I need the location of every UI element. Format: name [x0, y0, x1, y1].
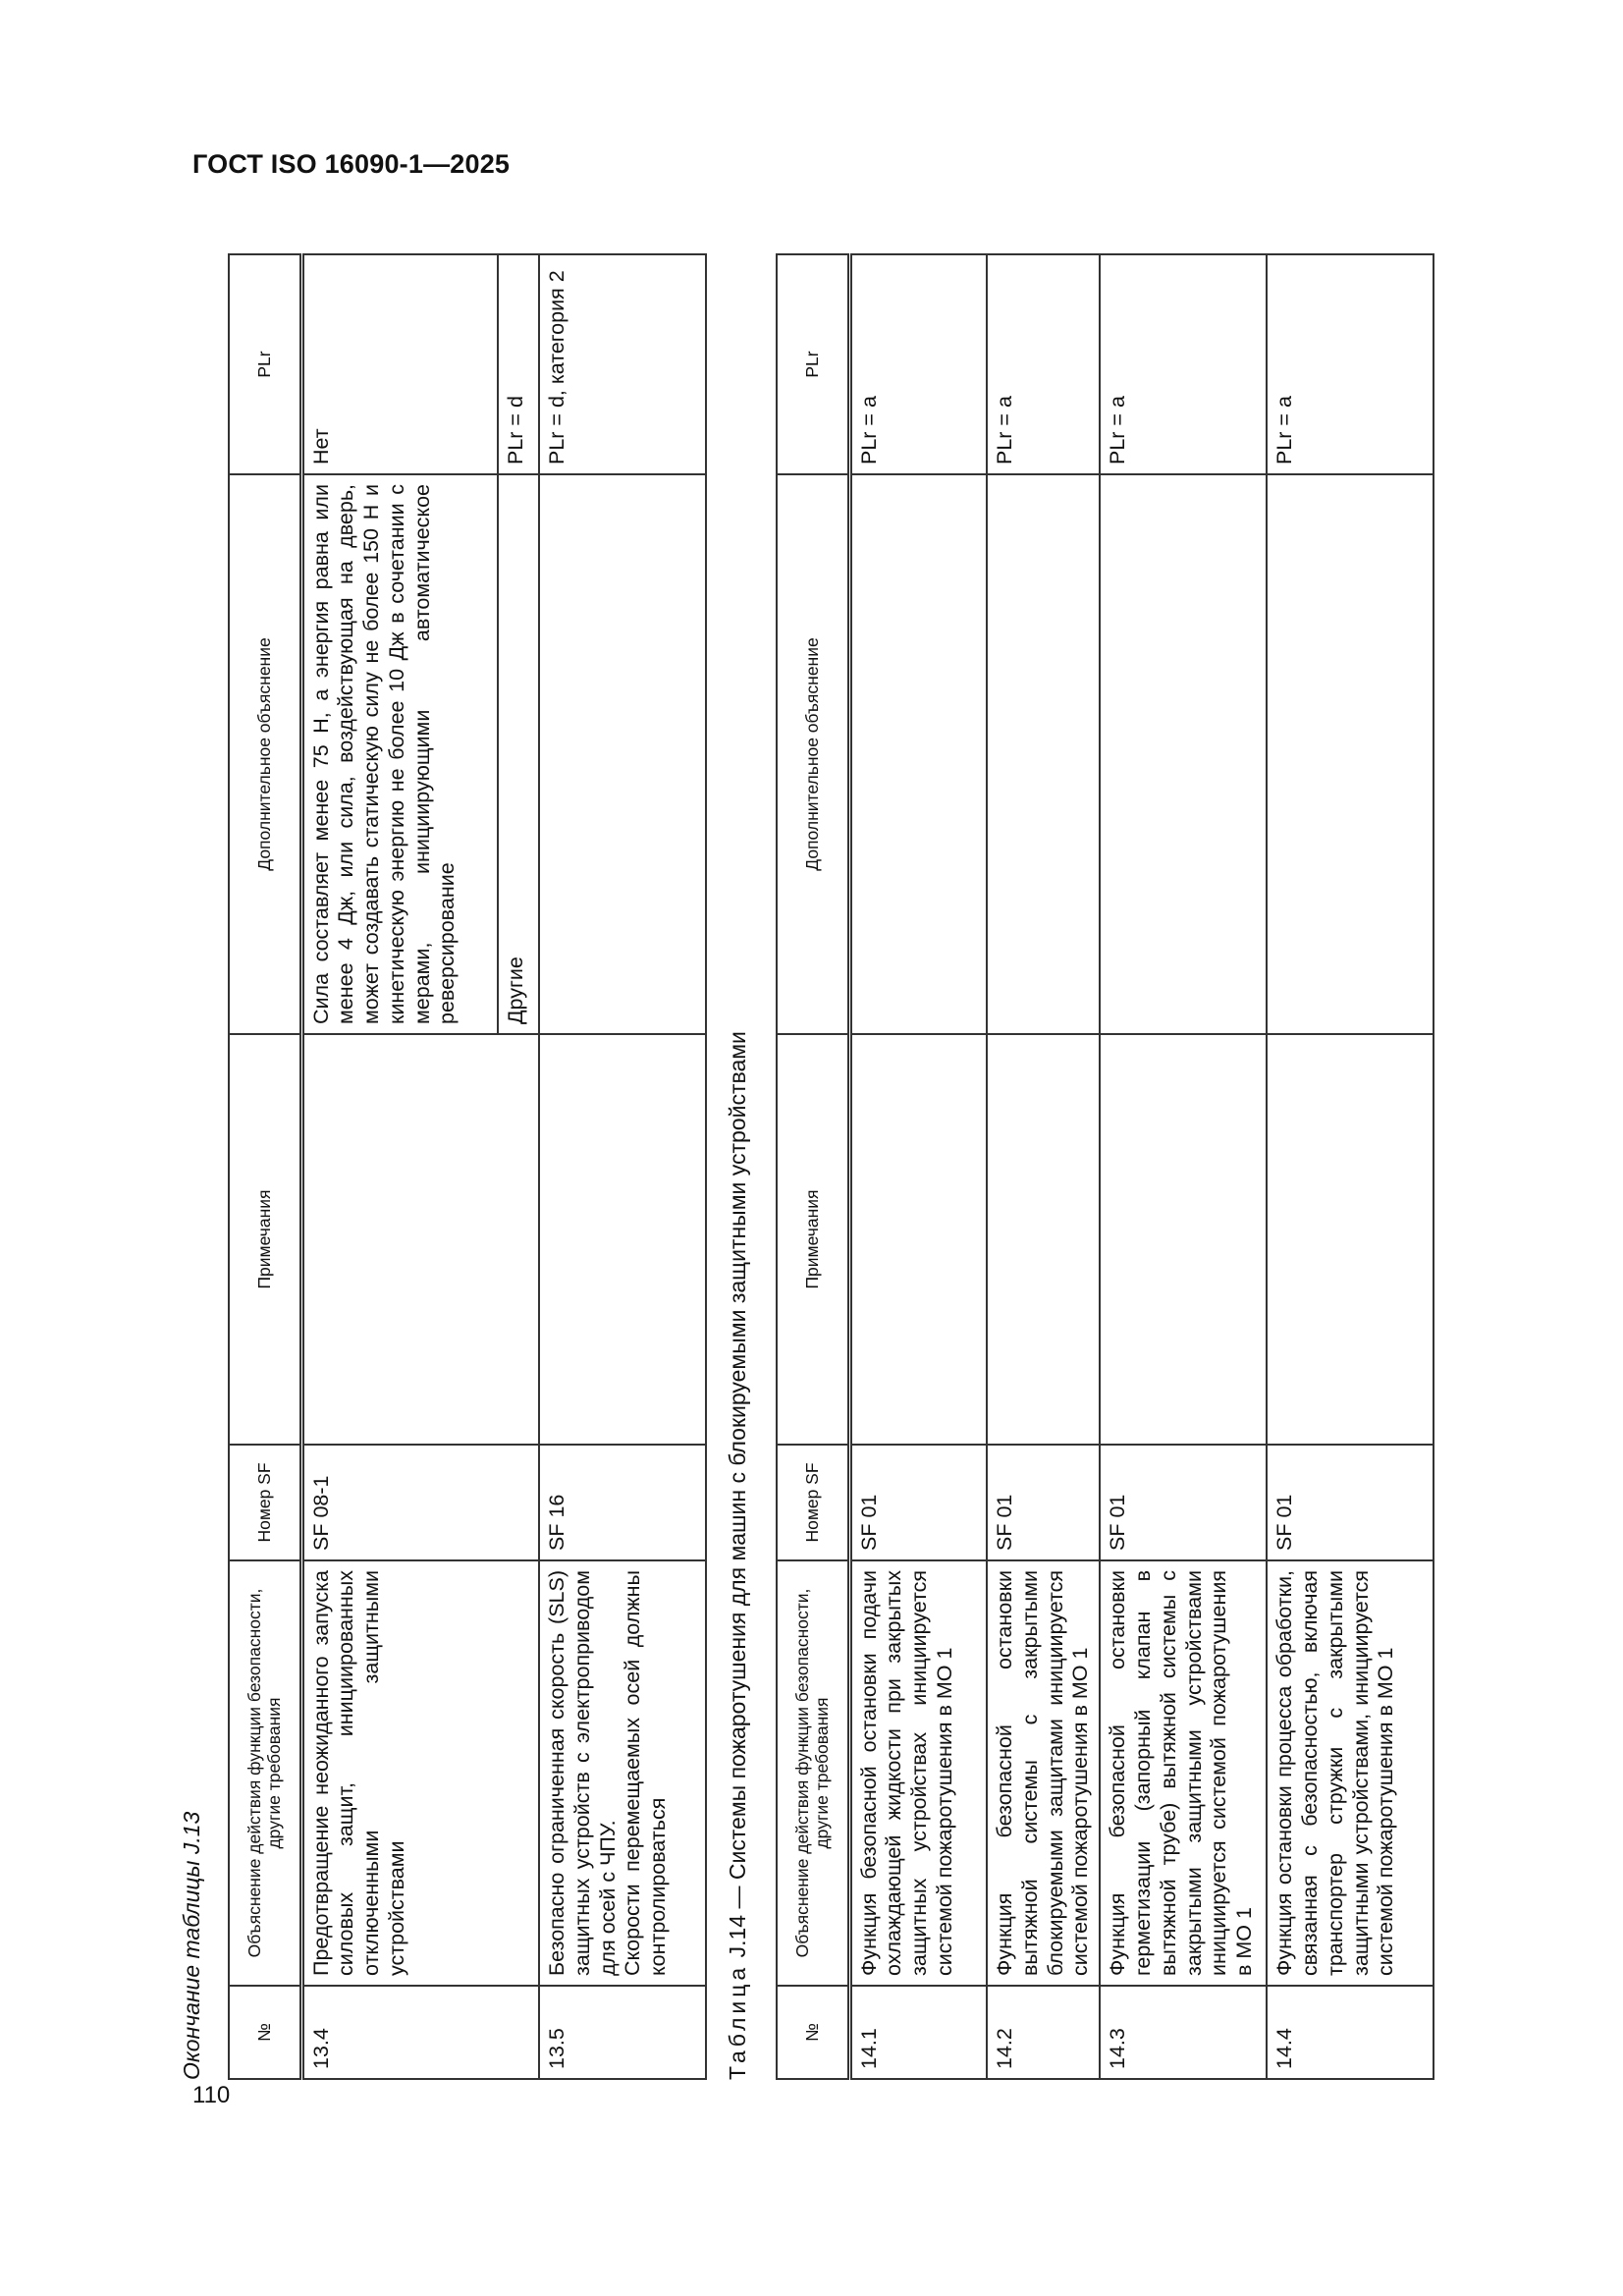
cell-no: 14.1 [849, 1986, 987, 2079]
table-j13-end [228, 253, 707, 2080]
cell-extra [539, 474, 706, 1034]
col-header-notes: Примечания [777, 1034, 849, 1445]
col-header-extra: Дополнительное объяснение [229, 474, 301, 1034]
col-header-plr: PLr [777, 254, 849, 474]
cell-desc: Функция остановки процесса обработки, связанная с безопасностью, включая транспортер стружки с закрытыми защитными устройствами, инициируется системой пожаротушения в МО 1 [1267, 1560, 1434, 1986]
cell-no: 14.2 [987, 1986, 1100, 2079]
cell-desc: Функция безопасной остановки подачи охлаждающей жидкости при закрытых защитных устройствах инициируется системой пожаротушения в МО 1 [849, 1560, 987, 1986]
cell-plr: PLr = a [987, 254, 1100, 474]
cell-no: 14.3 [1100, 1986, 1267, 2079]
table1-caption: Окончание таблицы J.13 [179, 1811, 204, 2080]
cell-notes [1100, 1034, 1267, 1445]
cell-plr: PLr = d [498, 254, 539, 474]
cell-notes [539, 1034, 706, 1445]
cell-plr: PLr = a [849, 254, 987, 474]
col-header-sf: Номер SF [777, 1445, 849, 1560]
col-header-plr: PLr [229, 254, 301, 474]
rotated-content [177, 226, 1453, 2082]
cell-notes [987, 1034, 1100, 1445]
table-j14 [776, 253, 1434, 2080]
cell-desc: Функция безопасной остановки вытяжной системы с закрытыми блокируемыми защитами инициируется системой пожаротушения в МО 1 [987, 1560, 1100, 1986]
table2-caption [725, 1031, 751, 2080]
cell-plr: PLr = a [1100, 254, 1267, 474]
cell-sf: SF 01 [1267, 1445, 1434, 1560]
col-header-desc: Объяснение действия функции безопасности, другие требования [777, 1560, 849, 1986]
table-row [539, 254, 706, 2079]
cell-extra [987, 474, 1100, 1034]
cell-plr: PLr = d, категория 2 [539, 254, 706, 474]
col-header-notes: Примечания [229, 1034, 301, 1445]
cell-desc-line1: Безопасно ограниченная скорость (SLS) защитных устройств с электроприводом для осей с ЧПУ. [545, 1570, 620, 1976]
cell-sf: SF 08-1 [301, 1445, 539, 1560]
table2-caption-prefix: Таблица [725, 1963, 750, 2080]
col-header-no: № [229, 1986, 301, 2079]
cell-extra [1267, 474, 1434, 1034]
document-header: ГОСТ ISO 16090-1—2025 [192, 149, 511, 179]
cell-desc [539, 1560, 706, 1986]
col-header-desc: Объяснение действия функции безопасности, другие требования [229, 1560, 301, 1986]
table-row [301, 254, 498, 2079]
cell-notes [301, 1034, 539, 1445]
cell-no: 13.4 [301, 1986, 539, 2079]
cell-desc-line2: Скорости перемещаемых осей должны контролироваться [621, 1570, 671, 1976]
cell-sf: SF 01 [987, 1445, 1100, 1560]
cell-sf: SF 01 [849, 1445, 987, 1560]
cell-plr: PLr = a [1267, 254, 1434, 474]
cell-sf: SF 16 [539, 1445, 706, 1560]
cell-extra [1100, 474, 1267, 1034]
cell-notes [849, 1034, 987, 1445]
cell-extra [849, 474, 987, 1034]
cell-notes [1267, 1034, 1434, 1445]
cell-extra: Сила составляет менее 75 Н, а энергия равна или менее 4 Дж, или сила, воздействующая на дверь, может создавать статическую силу не более 150 Н и кинетическую энергию не более 10 Дж в сочетании с мерами, инициирующими автоматическое реверсирование [301, 474, 498, 1034]
cell-desc: Функция безопасной остановки герметизации (запорный клапан в вытяжной трубе) вытяжной системы с закрытыми защитными устройствами инициируется системой пожаротушения в МО 1 [1100, 1560, 1267, 1986]
col-header-no: № [777, 1986, 849, 2079]
cell-plr: Нет [301, 254, 498, 474]
table-row [1267, 254, 1434, 2079]
table-row [849, 254, 987, 2079]
cell-desc: Предотвращение неожиданного запуска силовых защит, инициированных отключенными защитными устройствами [301, 1560, 539, 1986]
table2-caption-text: J.14 — Системы пожаротушения для машин с блокируемыми защитными устройствами [725, 1031, 750, 1964]
table-row [1100, 254, 1267, 2079]
cell-no: 14.4 [1267, 1986, 1434, 2079]
page-number: 110 [192, 2082, 231, 2108]
col-header-sf: Номер SF [229, 1445, 301, 1560]
cell-sf: SF 01 [1100, 1445, 1267, 1560]
cell-extra: Другие [498, 474, 539, 1034]
table-row [987, 254, 1100, 2079]
col-header-extra: Дополнительное объяснение [777, 474, 849, 1034]
cell-no: 13.5 [539, 1986, 706, 2079]
